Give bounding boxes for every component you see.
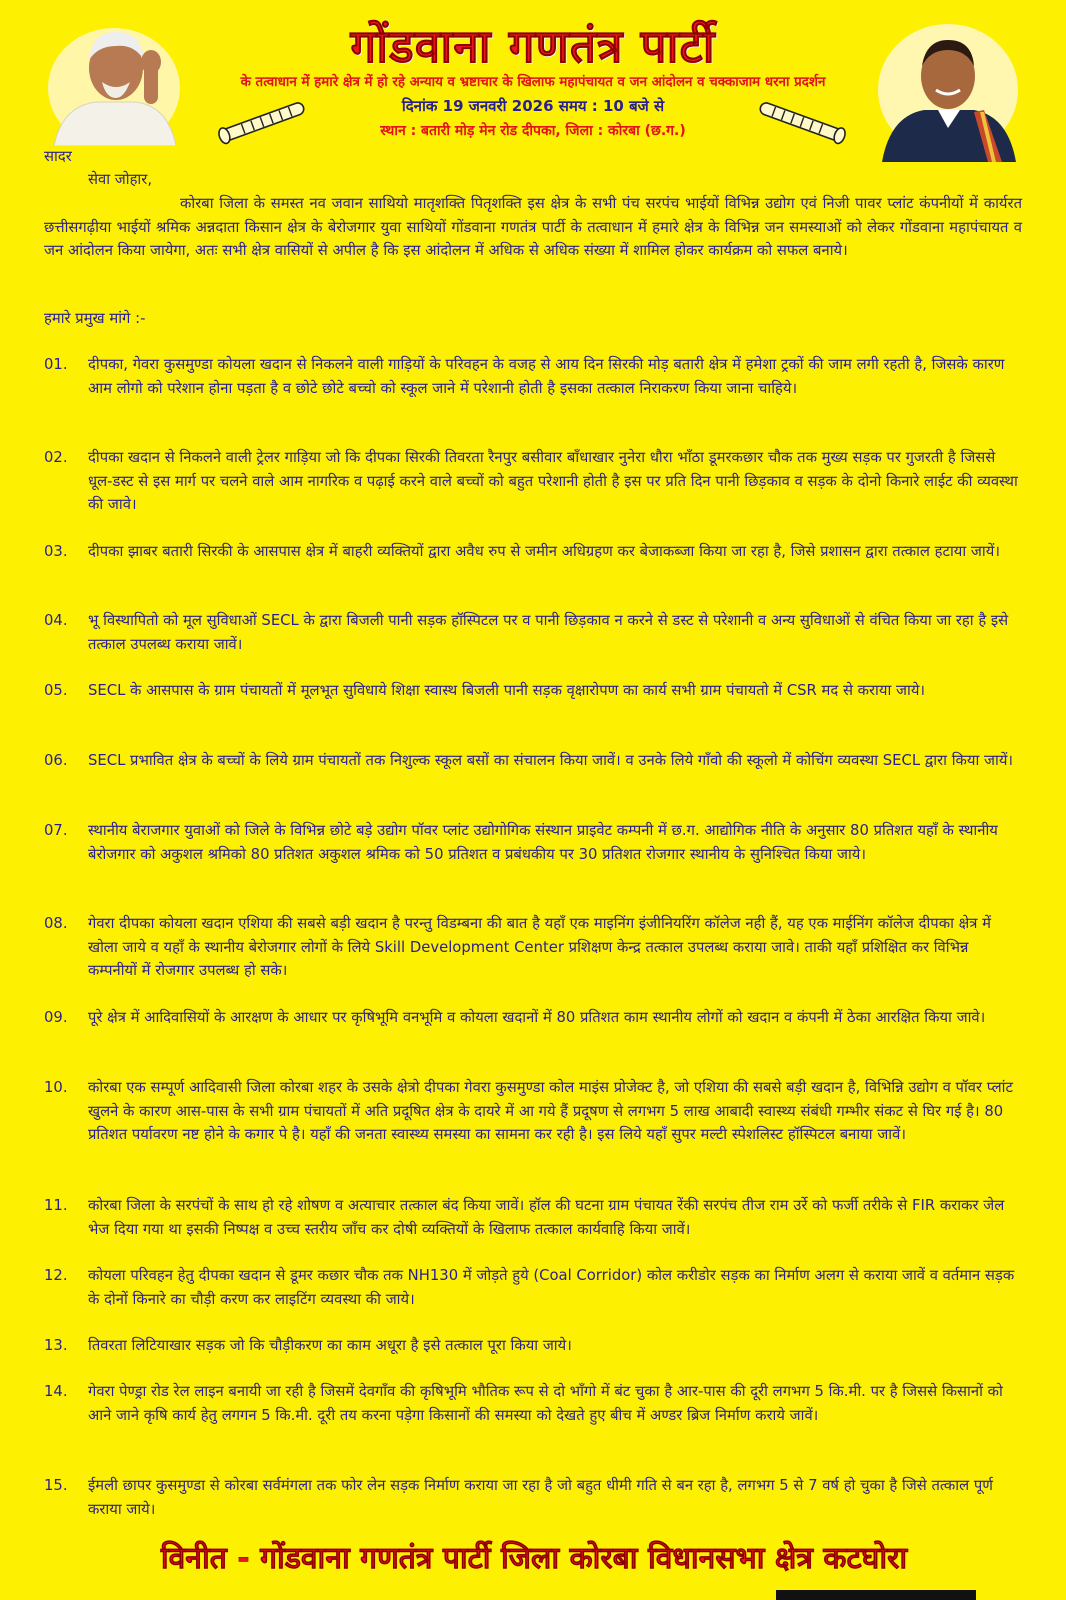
demand-item [44, 819, 1022, 866]
demand-number: 05. [44, 682, 68, 699]
flute-decoration-icon [212, 96, 312, 148]
demand-number: 13. [44, 1337, 68, 1354]
event-venue: स्थान : बतारी मोड़ मेन रोड दीपका, जिला : कोरबा (छ.ग.) [380, 123, 686, 139]
demand-number: 02. [44, 449, 68, 466]
demand-text: स्थानीय बेराजगार युवाओं को जिले के विभिन्न छोटे बड़े उद्योग पॉवर प्लांट उद्योगोगिक संस्थान प्राइवेट कम्पनी में छ.ग. आद्योगिक नीति के अनुसार 80 प्रतिशत यहाँ के स्थानीय बेरोजगार को अकुशल श्रमिको 80 प्रतिशत अकुशल श्रमिक को 50 प्रतिशत व प्रबंधकीय पर 30 प्रतिशत रोजगार स्थानीय के सुनिश्चित किया जाये। [88, 822, 998, 863]
leader-portrait-left [44, 18, 180, 146]
demand-item [44, 912, 1022, 983]
demand-number: 09. [44, 1009, 68, 1026]
demand-number: 11. [44, 1197, 68, 1214]
demand-item [44, 1264, 1022, 1311]
signoff-footer: विनीत - गोंडवाना गणतंत्र पार्टी जिला कोरबा विधानसभा क्षेत्र कटघोरा [160, 1541, 908, 1576]
demand-text: तिवरता लिटियाखार सड़क जो कि चौड़ीकरण का काम अधूरा है इसे तत्काल पूरा किया जाये। [88, 1337, 572, 1354]
demand-item [44, 679, 1022, 703]
demand-item [44, 1380, 1022, 1427]
demand-text: दीपका, गेवरा कुसमुण्डा कोयला खदान से निकलने वाली गाड़ियों के परिवहन के वजह से आय दिन सिरकी मोड़ बतारी क्षेत्र में हमेशा ट्रकों की जाम लगी रहती है, जिसके कारण आम लोगो को परेशान होना पड़ता है व छोटे छोटे बच्चो को स्कूल जाने में परेशानी होती है इसका तत्काल निराकरण किया जाना चाहिये। [88, 356, 1005, 397]
demand-number: 06. [44, 752, 68, 769]
demand-item [44, 749, 1022, 773]
demand-text: भू विस्थापितो को मूल सुविधाओं SECL के द्वारा बिजली पानी सड़क हॉस्पिटल पर व पानी छिड़काव न करने से डस्ट से परेशानी व अन्य सुविधाओं से वंचित किया जा रहा है इसे तत्काल उपलब्ध कराया जावें। [88, 612, 1009, 653]
demand-text: गेवरा पेण्ड्रा रोड रेल लाइन बनायी जा रही है जिसमें देवगाँव की कृषिभूमि भौतिक रूप से दो भाँगो में बंट चुका है आर-पास की दूरी लगभग 5 कि.मी. पर है जिससे किसानों को आने जाने कृषि कार्य हेतु लगगन 5 कि.मी. दूरी तय करना पड़ेगा किसानों की समस्या को देखते हुए बीच में अण्डर ब्रिज निर्माण कराये जावें। [88, 1383, 1003, 1424]
demand-number: 12. [44, 1267, 68, 1284]
demand-item [44, 446, 1022, 517]
demand-text: पूरे क्षेत्र में आदिवासियों के आरक्षण के आधार पर कृषिभूमि वनभूमि व कोयला खदानों में 80 प्रतिशत काम स्थानीय लोगों को खदान व कंपनी में ठेका आरक्षित किया जावे। [88, 1009, 986, 1026]
demand-number: 07. [44, 822, 68, 839]
footer-bar [776, 1590, 976, 1600]
demand-text: कोयला परिवहन हेतु दीपका खदान से डूमर कछार चौक तक NH130 में जोड़ते हुये (Coal Corridor) कोल करीडोर सड़क का निर्माण अलग से कराया जावें व वर्तमान सड़क के दोनों किनारे का चौड़ी करण कर लाइटिंग व्यवस्था की जाये। [88, 1267, 1015, 1308]
demand-item [44, 1194, 1022, 1241]
demand-text: दीपका खदान से निकलने वाली ट्रेलर गाड़िया जो कि दीपका सिरकी तिवरता रैनपुर बसीवार बाँधाखार नुनेरा धौरा भाँठा डूमरकछार चौक तक मुख्य सड़क पर गुजरती है जिससे धूल-डस्ट से इस मार्ग पर चलने वाले आम नागरिक व पढ़ाई करने वाले बच्चों को बहुत परेशानी होती है इस पर प्रति दिन पानी छिड़काव व सड़क के दोनो किनारे लाईट की व्यवस्था की जावे। [88, 449, 1018, 514]
demand-item [44, 1006, 1022, 1030]
demand-text: SECL के आसपास के ग्राम पंचायतों में मूलभूत सुविधाये शिक्षा स्वास्थ बिजली पानी सड़क वृक्षारोपण का कार्य सभी ग्राम पंचायतो में CSR मद से कराया जाये। [88, 682, 926, 699]
demand-number: 01. [44, 356, 68, 373]
page-title: गोंडवाना गणतंत्र पार्टी [350, 19, 716, 73]
demand-text: दीपका झाबर बतारी सिरकी के आसपास क्षेत्र में बाहरी व्यक्तियों द्वारा अवैध रुप से जमीन अधिग्रहण कर बेजाकब्जा किया जा रहा है, जिसे प्रशासन द्वारा तत्काल हटाया जायें। [88, 543, 1000, 560]
demand-text: ईमली छापर कुसमुण्डा से कोरबा सर्वमंगला तक फोर लेन सड़क निर्माण कराया जा रहा है जो बहुत धीमी गति से बन रहा है, लगभग 5 से 7 वर्ष हो चुका है जिसे तत्काल पूर्ण कराया जाये। [88, 1477, 993, 1518]
demand-number: 03. [44, 543, 68, 560]
demand-item [44, 1076, 1022, 1147]
leader-portrait-right [876, 20, 1021, 162]
demand-number: 14. [44, 1383, 68, 1400]
intro-paragraph: कोरबा जिला के समस्त नव जवान साथियो मातृशक्ति पितृशक्ति इस क्षेत्र के सभी पंच सरपंच भाईयों विभिन्न उद्योग एवं निजी पावर प्लांट कंपनीयों में कार्यरत छत्तीसगढ़ीया भाईयों श्रमिक अन्नदाता किसान क्षेत्र के बेरोजगार युवा साथियों गोंडवाना गणतंत्र पार्टी के तत्वाधान में हमारे क्षेत्र के विभिन्न जन समस्याओं को लेकर गोंडवाना महापंचायत व जन आंदोलन किया जायेगा, अतः सभी क्षेत्र वासियों से अपील है कि इस आंदोलन में अधिक से अधिक संख्या में शामिल होकर कार्यक्रम को सफल बनाये। [44, 195, 1022, 260]
demand-number: 08. [44, 915, 68, 932]
demand-item [44, 353, 1022, 400]
demand-number: 15. [44, 1477, 68, 1494]
event-subtitle: के तत्वाधान में हमारे क्षेत्र में हो रहे अन्याय व भ्रष्टाचार के खिलाफ महापंचायत व जन आंदोलन व चक्काजाम धरना प्रदर्शन [240, 75, 826, 90]
demand-text: SECL प्रभावित क्षेत्र के बच्चों के लिये ग्राम पंचायतों तक निशुल्क स्कूल बसों का संचालन किया जावें। व उनके लिये गाँवो की स्कूलो में कोचिंग व्यवस्था SECL द्वारा किया जायें। [88, 752, 1014, 769]
demand-text: गेवरा दीपका कोयला खदान एशिया की सबसे बड़ी खदान है परन्तु विडम्बना की बात है यहाँ एक माइनिंग इंजीनियरिंग कॉलेज नही हैं, यह एक माईनिंग कॉलेज दीपका क्षेत्र में खोला जाये व यहाँ के स्थानीय बेरोजगार लोगों के लिये Skill Development Center प्रशिक्षण केन्द्र तत्काल उपलब्ध कराया जावे। ताकी यहाँ प्रशिक्षित कर विभिन्न कम्पनीयों में रोजगार उपलब्ध हो सके। [88, 915, 991, 980]
event-date: दिनांक 19 जनवरी 2026 समय : 10 बजे से [401, 97, 665, 115]
demand-number: 10. [44, 1079, 68, 1096]
demand-text: कोरबा एक सम्पूर्ण आदिवासी जिला कोरबा शहर के उसके क्षेत्रो दीपका गेवरा कुसमुण्डा कोल माइंस प्रोजेक्ट है, जो एशिया की सबसे बड़ी खदान है, विभिन्नि उद्योग व पॉवर प्लांट खुलने के कारण आस-पास के सभी ग्राम पंचायतों में अति प्रदूषित क्षेत्र के दायरे में आ गये हैं प्रदूषण से लगभग 5 लाख आबादी स्वास्थ्य संबंधी गम्भीर संकट से घिर गई है। 80 प्रतिशत पर्यावरण नष्ट होने के कगार पे है। यहाँ की जनता स्वास्थ्य समस्या का सामना कर रही है। इस लिये यहाँ सुपर मल्टी स्पेशलिस्ट हॉस्पिटल बनाया जावें। [88, 1079, 1013, 1144]
demand-text: कोरबा जिला के सरपंचों के साथ हो रहे शोषण व अत्याचार तत्काल बंद किया जावें। हॉल की घटना ग्राम पंचायत रेंकी सरपंच तीज राम उर्रे को फर्जी तरीके से FIR कराकर जेल भेज दिया गया था इसकी निष्पक्ष व उच्च स्तरीय जाँच कर दोषी व्यक्तियों के खिलाफ तत्काल कार्यवाहि किया जावें। [88, 1197, 1005, 1238]
salutation: सादर [44, 148, 72, 165]
demand-item [44, 540, 1022, 564]
demand-item [44, 1334, 1022, 1358]
demand-number: 04. [44, 612, 68, 629]
demand-item [44, 609, 1022, 656]
demands-heading: हमारे प्रमुख मांगे :- [44, 310, 146, 327]
demand-item [44, 1474, 1022, 1521]
flute-decoration-icon [752, 96, 852, 148]
greeting: सेवा जोहार, [88, 171, 153, 188]
